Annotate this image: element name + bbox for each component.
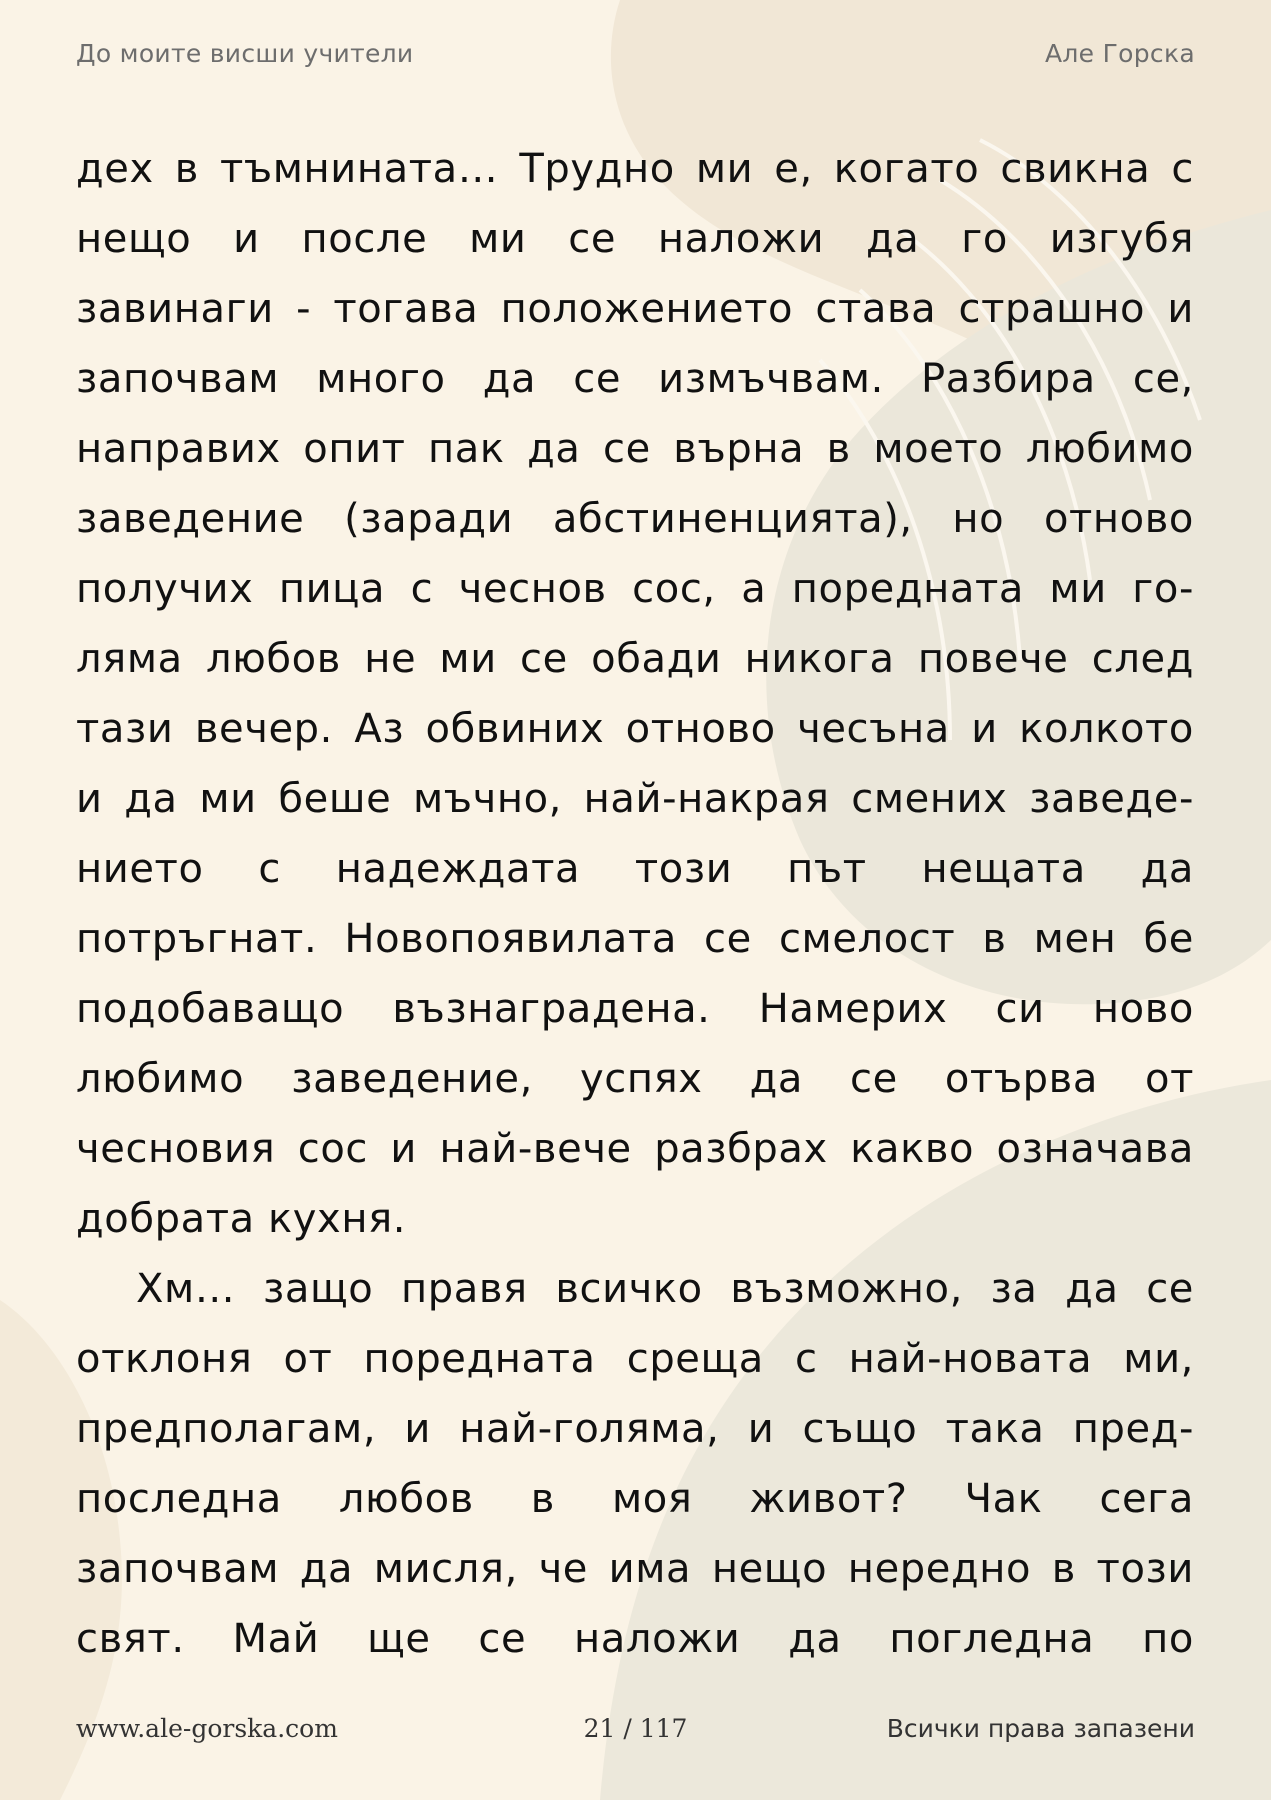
text-line: завинаги - тогава положението става страшно и xyxy=(76,286,1194,332)
page-body xyxy=(76,134,1194,1674)
text-line: добрата кухня. xyxy=(76,1196,407,1242)
text-line: подобаващо възнаградена. Намерих си ново xyxy=(76,986,1194,1032)
text-line: започвам да мисля, че има нещо нередно в този xyxy=(76,1546,1194,1592)
text-line: Хм… защо правя всичко възможно, за да се xyxy=(136,1266,1194,1312)
text-line: предполагам, и най-голяма, и също така пред- xyxy=(76,1406,1194,1452)
copyright-notice: Всички права запазени xyxy=(886,1714,1195,1743)
text-line: любимо заведение, успях да се отърва от xyxy=(76,1056,1194,1102)
text-line: заведение (заради абстиненцията), но отново xyxy=(76,496,1194,542)
text-line: и да ми беше мъчно, най-накрая смених заведе- xyxy=(76,776,1194,822)
text-line: отклоня от поредната среща с най-новата ми, xyxy=(76,1336,1194,1382)
text-line: последна любов в моя живот? Чак сега xyxy=(76,1476,1194,1522)
book-title: До моите висши учители xyxy=(76,38,414,68)
author-name: Але Горска xyxy=(1045,38,1195,68)
text-line: получих пица с чеснов сос, а поредната ми го- xyxy=(76,566,1194,612)
text-line: свят. Май ще се наложи да погледна по xyxy=(76,1616,1194,1662)
text-line: направих опит пак да се върна в моето любимо xyxy=(76,426,1194,472)
text-line: тази вечер. Аз обвиних отново чесъна и колкото xyxy=(76,706,1194,752)
paragraph xyxy=(76,1254,1194,1674)
text-line: потръгнат. Новопоявилата се смелост в мен бе xyxy=(76,916,1194,962)
page-footer xyxy=(76,1714,1195,1748)
paragraph xyxy=(76,134,1194,1254)
text-line: чесновия сос и най-вече разбрах какво означава xyxy=(76,1126,1194,1172)
text-line: ляма любов не ми се обади никога повече след xyxy=(76,636,1194,682)
text-line: нието с надеждата този път нещата да xyxy=(76,846,1194,892)
page-number: 21 / 117 xyxy=(583,1714,688,1743)
text-line: дех в тъмнината… Трудно ми е, когато свикна с xyxy=(76,146,1194,192)
website-link[interactable]: www.ale-gorska.com xyxy=(76,1714,338,1743)
page-header xyxy=(76,38,1195,68)
text-line: започвам много да се измъчвам. Разбира се, xyxy=(76,356,1194,402)
text-line: нещо и после ми се наложи да го изгубя xyxy=(76,216,1194,262)
